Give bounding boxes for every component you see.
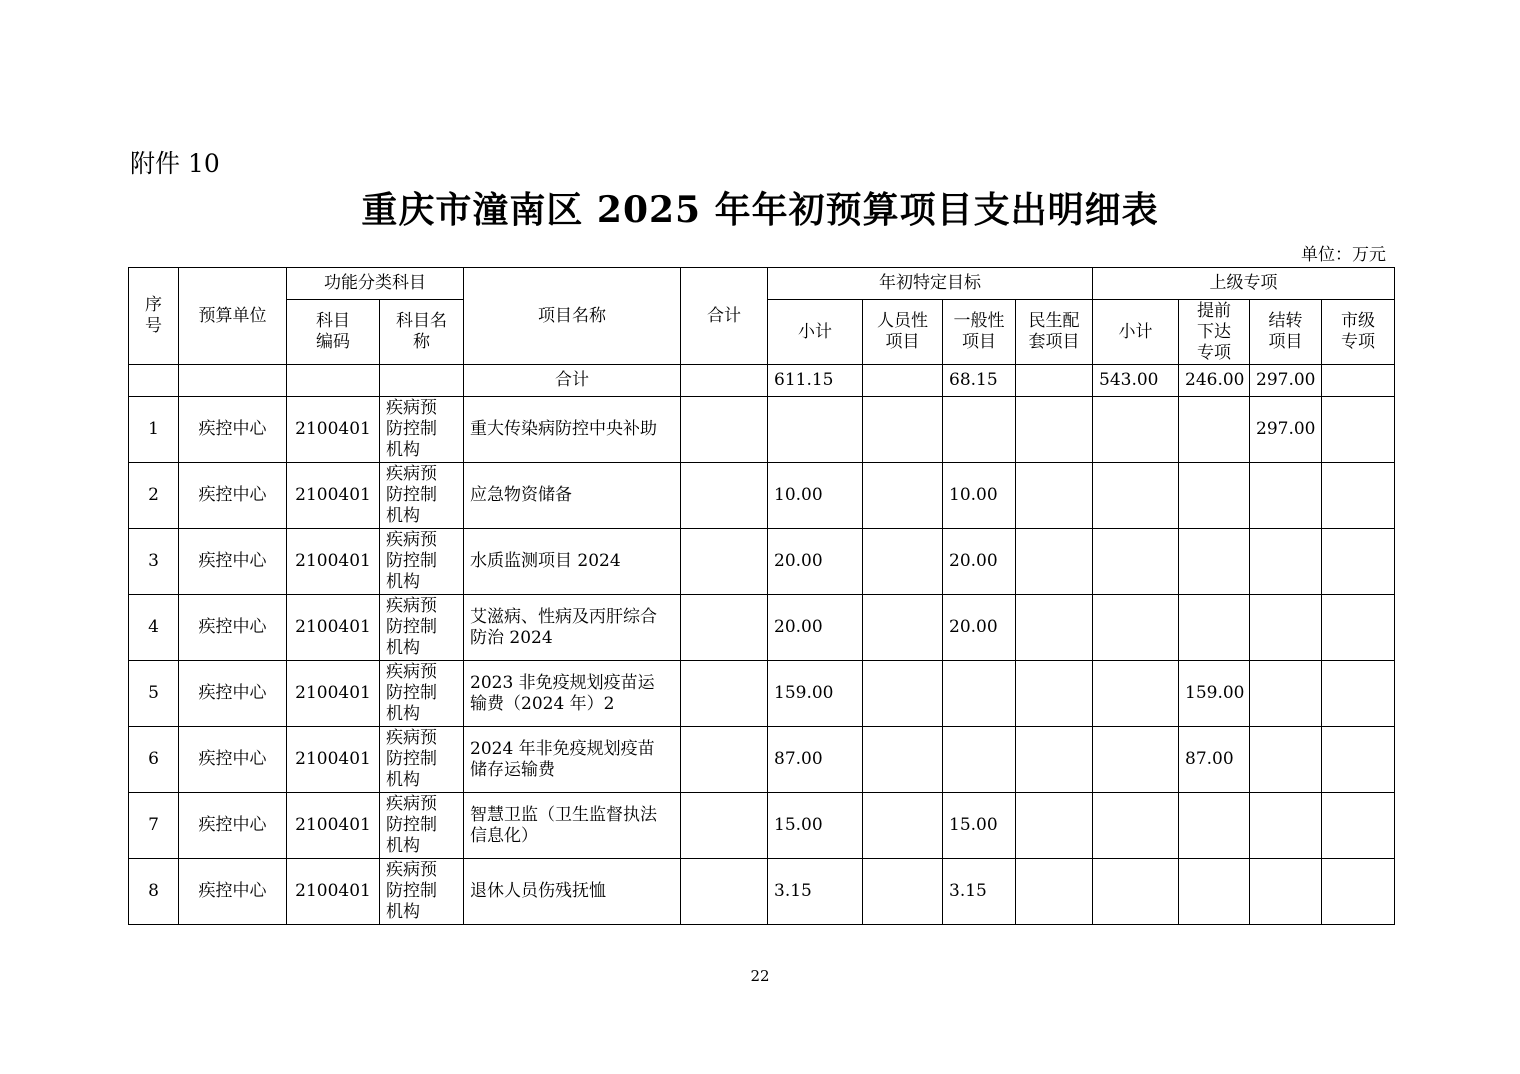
row-total: [681, 727, 768, 793]
page-title: 重庆市潼南区 2025 年年初预算项目支出明细表: [361, 189, 1159, 231]
header-city: 市级专项: [1322, 300, 1395, 365]
table-row: [129, 727, 1395, 793]
row-project: 艾滋病、性病及丙肝综合防治 2024: [464, 595, 681, 661]
row-personnel: [863, 727, 943, 793]
row-upper-subtotal: [1093, 397, 1179, 463]
row-advance: [1179, 793, 1250, 859]
row-unit: 疾控中心: [179, 463, 287, 529]
row-livelihood: [1016, 397, 1093, 463]
row-project: 退休人员伤残抚恤: [464, 859, 681, 925]
row-city: [1322, 859, 1395, 925]
row-general: 10.00: [943, 463, 1016, 529]
row-subject: 疾病预防控制机构: [380, 727, 464, 793]
row-target-subtotal: [768, 397, 863, 463]
row-seq: 3: [129, 529, 179, 595]
row-total: [681, 793, 768, 859]
row-upper-subtotal: [1093, 529, 1179, 595]
header-unit: 预算单位: [179, 268, 287, 365]
summary-advance: 246.00: [1179, 365, 1250, 397]
row-advance: [1179, 463, 1250, 529]
header-subject: 科目名称: [380, 300, 464, 365]
row-unit: 疾控中心: [179, 661, 287, 727]
row-code: 2100401: [287, 661, 380, 727]
row-general: [943, 727, 1016, 793]
table-row: [129, 859, 1395, 925]
row-target-subtotal: 15.00: [768, 793, 863, 859]
row-project: 智慧卫监（卫生监督执法信息化）: [464, 793, 681, 859]
row-subject: 疾病预防控制机构: [380, 397, 464, 463]
row-upper-subtotal: [1093, 727, 1179, 793]
row-seq: 1: [129, 397, 179, 463]
row-unit: 疾控中心: [179, 397, 287, 463]
row-personnel: [863, 595, 943, 661]
row-carry: [1250, 595, 1322, 661]
budget-table: [128, 267, 1395, 925]
summary-label: 合计: [464, 365, 681, 397]
summary-upper-subtotal: 543.00: [1093, 365, 1179, 397]
table-row: [129, 793, 1395, 859]
row-total: [681, 661, 768, 727]
header-general: 一般性项目: [943, 300, 1016, 365]
row-code: 2100401: [287, 727, 380, 793]
page-number: 22: [750, 967, 770, 985]
row-carry: 297.00: [1250, 397, 1322, 463]
row-city: [1322, 793, 1395, 859]
row-city: [1322, 463, 1395, 529]
header-function-group: 功能分类科目: [287, 268, 464, 300]
row-project: 2023 非免疫规划疫苗运输费（2024 年）2: [464, 661, 681, 727]
row-subject: 疾病预防控制机构: [380, 661, 464, 727]
row-personnel: [863, 793, 943, 859]
row-total: [681, 595, 768, 661]
row-code: 2100401: [287, 793, 380, 859]
row-code: 2100401: [287, 595, 380, 661]
row-carry: [1250, 661, 1322, 727]
row-city: [1322, 661, 1395, 727]
row-project: 应急物资储备: [464, 463, 681, 529]
summary-carry: 297.00: [1250, 365, 1322, 397]
row-carry: [1250, 463, 1322, 529]
header-project: 项目名称: [464, 268, 681, 365]
row-carry: [1250, 793, 1322, 859]
row-personnel: [863, 529, 943, 595]
row-subject: 疾病预防控制机构: [380, 859, 464, 925]
row-seq: 8: [129, 859, 179, 925]
row-upper-subtotal: [1093, 661, 1179, 727]
row-subject: 疾病预防控制机构: [380, 595, 464, 661]
row-advance: [1179, 859, 1250, 925]
row-livelihood: [1016, 727, 1093, 793]
row-personnel: [863, 463, 943, 529]
row-advance: [1179, 529, 1250, 595]
row-general: 3.15: [943, 859, 1016, 925]
row-carry: [1250, 859, 1322, 925]
header-livelihood: 民生配套项目: [1016, 300, 1093, 365]
row-upper-subtotal: [1093, 463, 1179, 529]
row-unit: 疾控中心: [179, 727, 287, 793]
row-city: [1322, 529, 1395, 595]
row-target-subtotal: 159.00: [768, 661, 863, 727]
row-livelihood: [1016, 793, 1093, 859]
row-upper-subtotal: [1093, 793, 1179, 859]
row-total: [681, 397, 768, 463]
table-row: [129, 463, 1395, 529]
row-total: [681, 529, 768, 595]
row-advance: 87.00: [1179, 727, 1250, 793]
row-livelihood: [1016, 595, 1093, 661]
row-seq: 4: [129, 595, 179, 661]
table-row: [129, 661, 1395, 727]
summary-target-subtotal: 611.15: [768, 365, 863, 397]
row-target-subtotal: 20.00: [768, 529, 863, 595]
row-seq: 5: [129, 661, 179, 727]
row-target-subtotal: 87.00: [768, 727, 863, 793]
row-subject: 疾病预防控制机构: [380, 529, 464, 595]
row-livelihood: [1016, 661, 1093, 727]
row-advance: 159.00: [1179, 661, 1250, 727]
header-total: 合计: [681, 268, 768, 365]
header-code: 科目编码: [287, 300, 380, 365]
row-total: [681, 463, 768, 529]
row-seq: 2: [129, 463, 179, 529]
row-upper-subtotal: [1093, 859, 1179, 925]
header-target-group: 年初特定目标: [768, 268, 1093, 300]
row-general: 15.00: [943, 793, 1016, 859]
header-upper-subtotal: 小计: [1093, 300, 1179, 365]
summary-general: 68.15: [943, 365, 1016, 397]
header-target-subtotal: 小计: [768, 300, 863, 365]
row-general: [943, 397, 1016, 463]
summary-row: [129, 365, 1395, 397]
row-city: [1322, 727, 1395, 793]
row-code: 2100401: [287, 529, 380, 595]
row-code: 2100401: [287, 463, 380, 529]
row-general: 20.00: [943, 529, 1016, 595]
row-unit: 疾控中心: [179, 529, 287, 595]
header-upper-group: 上级专项: [1093, 268, 1395, 300]
row-project: 水质监测项目 2024: [464, 529, 681, 595]
table-row: [129, 529, 1395, 595]
header-advance: 提前下达专项: [1179, 300, 1250, 365]
row-city: [1322, 397, 1395, 463]
row-livelihood: [1016, 859, 1093, 925]
row-personnel: [863, 661, 943, 727]
row-advance: [1179, 397, 1250, 463]
unit-label: 单位：万元: [1301, 245, 1386, 265]
row-unit: 疾控中心: [179, 793, 287, 859]
row-unit: 疾控中心: [179, 859, 287, 925]
row-subject: 疾病预防控制机构: [380, 793, 464, 859]
row-personnel: [863, 859, 943, 925]
row-livelihood: [1016, 463, 1093, 529]
table-row: [129, 595, 1395, 661]
row-personnel: [863, 397, 943, 463]
row-project: 2024 年非免疫规划疫苗储存运输费: [464, 727, 681, 793]
row-advance: [1179, 595, 1250, 661]
row-carry: [1250, 529, 1322, 595]
row-livelihood: [1016, 529, 1093, 595]
row-seq: 6: [129, 727, 179, 793]
attachment-label: 附件 10: [130, 149, 220, 178]
row-city: [1322, 595, 1395, 661]
header-personnel: 人员性项目: [863, 300, 943, 365]
row-target-subtotal: 10.00: [768, 463, 863, 529]
row-project: 重大传染病防控中央补助: [464, 397, 681, 463]
row-carry: [1250, 727, 1322, 793]
row-subject: 疾病预防控制机构: [380, 463, 464, 529]
row-target-subtotal: 20.00: [768, 595, 863, 661]
row-unit: 疾控中心: [179, 595, 287, 661]
row-general: 20.00: [943, 595, 1016, 661]
row-target-subtotal: 3.15: [768, 859, 863, 925]
row-total: [681, 859, 768, 925]
row-code: 2100401: [287, 859, 380, 925]
row-upper-subtotal: [1093, 595, 1179, 661]
row-seq: 7: [129, 793, 179, 859]
header-seq: 序号: [129, 268, 179, 365]
row-code: 2100401: [287, 397, 380, 463]
header-carry: 结转项目: [1250, 300, 1322, 365]
row-general: [943, 661, 1016, 727]
table-row: [129, 397, 1395, 463]
